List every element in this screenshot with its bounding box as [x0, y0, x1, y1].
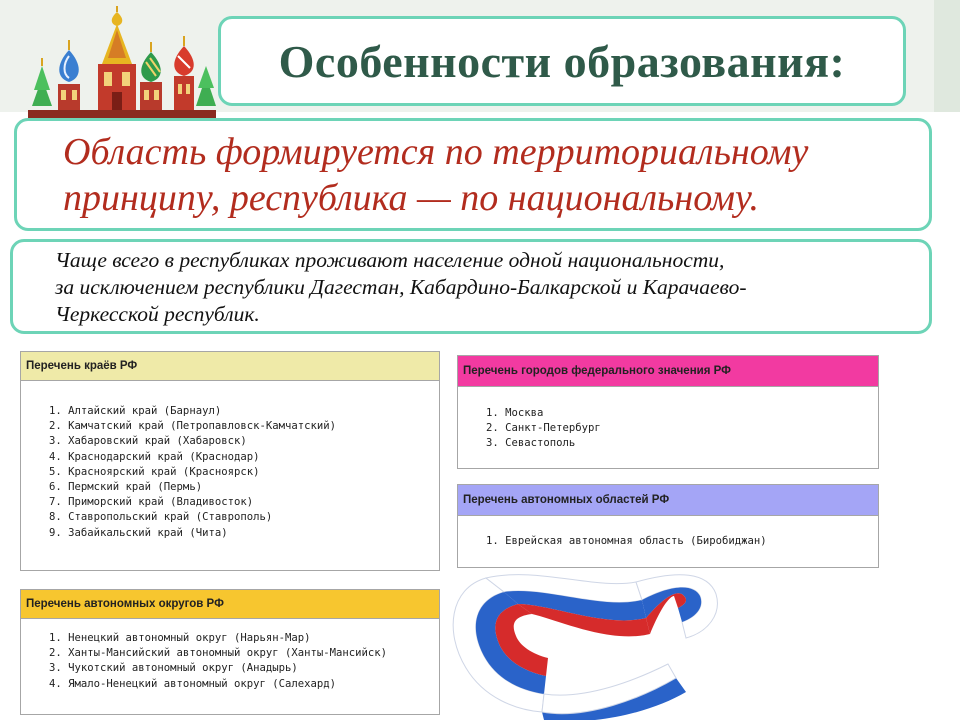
list-item: 2. Камчатский край (Петропавловск-Камчатский): [49, 420, 337, 433]
slide-title: Особенности образования:: [278, 35, 846, 87]
statement-box: [14, 118, 932, 231]
statement-line-1: Область формируется по территориальному: [63, 131, 809, 173]
corner-stripe: [934, 0, 960, 112]
panel-autonomous-oblast: [457, 484, 879, 568]
list-item: 1. Алтайский край (Барнаул): [49, 405, 222, 417]
statement-line-2: принципу, республика — по национальному.: [63, 177, 759, 219]
list-item: 3. Хабаровский край (Хабаровск): [49, 435, 247, 448]
note-line-2: за исключением республики Дагестан, Кабардино-Балкарской и Карачаево-: [55, 275, 747, 299]
list-item: 3. Севастополь: [486, 437, 576, 450]
list-item: 4. Краснодарский край (Краснодар): [49, 450, 260, 463]
note-box: [10, 239, 932, 334]
panel-krai: [20, 351, 440, 571]
list-item: 3. Чукотский автономный округ (Анадырь): [49, 662, 298, 675]
panel-autonomous-okrug-list: [21, 619, 439, 692]
list-item: 8. Ставропольский край (Ставрополь): [49, 511, 273, 524]
panel-autonomous-oblast-header: Перечень автономных областей РФ: [458, 485, 878, 516]
note-line-3: Черкесской республик.: [55, 302, 260, 326]
note-line-1: Чаще всего в республиках проживают население одной национальности,: [55, 248, 725, 272]
list-item: 1. Еврейская автономная область (Биробиджан): [486, 535, 767, 547]
panel-krai-list: [21, 381, 439, 541]
list-item: 1. Ненецкий автономный округ (Нарьян-Мар): [49, 632, 311, 644]
list-item: 4. Ямало-Ненецкий автономный округ (Салехард): [49, 677, 337, 690]
panel-federal-cities-header: Перечень городов федерального значения РФ: [458, 356, 878, 387]
list-item: 2. Ханты-Мансийский автономный округ (Ханты-Мансийск): [49, 647, 388, 660]
title-box: [218, 16, 906, 106]
list-item: 6. Пермский край (Пермь): [49, 481, 203, 494]
list-item: 1. Москва: [486, 407, 544, 419]
list-item: 5. Красноярский край (Красноярск): [49, 465, 260, 478]
panel-autonomous-okrug-header: Перечень автономных округов РФ: [21, 590, 439, 619]
list-item: 7. Приморский край (Владивосток): [49, 496, 254, 509]
russian-flag-ribbon: [446, 560, 731, 720]
panel-federal-cities-list: [458, 387, 878, 452]
kremlin-illustration: [28, 6, 216, 120]
panel-autonomous-okrug: [20, 589, 440, 715]
panel-krai-header: Перечень краёв РФ: [21, 352, 439, 381]
panel-autonomous-oblast-list: [458, 516, 878, 549]
list-item: 9. Забайкальский край (Чита): [49, 526, 228, 539]
list-item: 2. Санкт-Петербург: [486, 422, 601, 435]
panel-federal-cities: [457, 355, 879, 469]
